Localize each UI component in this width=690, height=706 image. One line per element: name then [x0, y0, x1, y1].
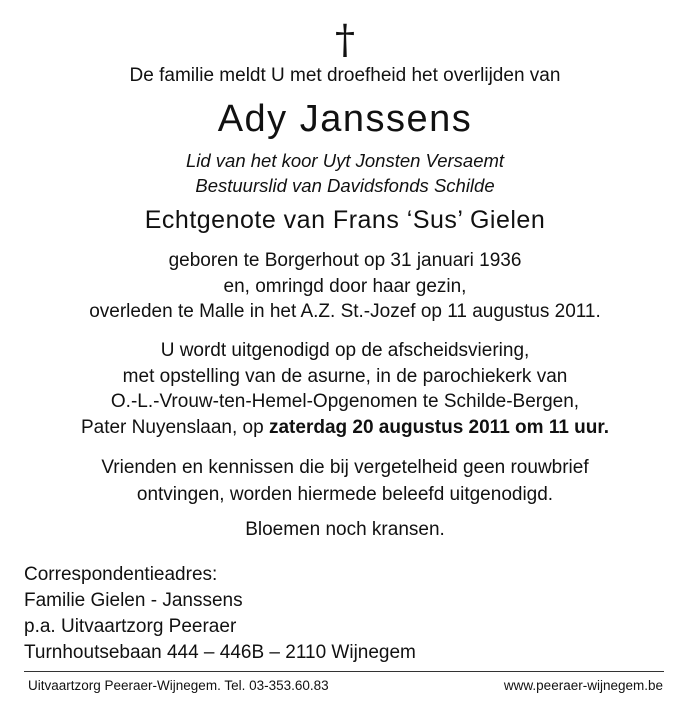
footer-website: www.peeraer-wijnegem.be [503, 678, 663, 693]
invitation-block [0, 338, 690, 440]
invitation-line: O.-L.-Vrouw-ten-Hemel-Opgenomen te Schilde-Bergen, [110, 391, 580, 412]
friends-line: ontvingen, worden hiermede beleefd uitgenodigd. [136, 484, 554, 505]
ceremony-datetime: zaterdag 20 augustus 2011 om 11 uur. [268, 416, 610, 438]
biography-line: geboren te Borgerhout op 31 januari 1936 [168, 250, 522, 271]
invitation-location: Pater Nuyenslaan, op [80, 416, 269, 438]
address-line: p.a. Uitvaartzorg Peeraer [24, 616, 237, 637]
invitation-line: met opstelling van de asurne, in de parochiekerk van [122, 365, 568, 387]
role-line: Lid van het koor Uyt Jonsten Versaemt [185, 150, 505, 171]
roles-block [0, 148, 690, 198]
footer-divider [24, 671, 664, 672]
flowers-notice: Bloemen noch kransen. [245, 519, 445, 540]
biography-block [0, 248, 690, 325]
invitation-line-final [0, 415, 690, 441]
address-line: Turnhoutsebaan 444 – 446B – 2110 Wijnegem [24, 642, 416, 663]
cross-icon: † [335, 17, 355, 63]
spouse-line: Echtgenote van Frans ‘Sus’ Gielen [144, 206, 546, 234]
address-line: Correspondentieadres: [24, 564, 218, 585]
correspondence-address [24, 562, 416, 666]
invitation-line: U wordt uitgenodigd op de afscheidsviering, [160, 340, 530, 361]
footer-contact: Uitvaartzorg Peeraer-Wijnegem. Tel. 03-353.60.83 [28, 678, 329, 693]
biography-line: en, omringd door haar gezin, [223, 275, 467, 297]
intro-text: De familie meldt U met droefheid het overlijden van [129, 65, 561, 86]
biography-line: overleden te Malle in het A.Z. St.-Jozef op 11 augustus 2011. [89, 301, 601, 322]
friends-block [0, 454, 690, 508]
address-line: Familie Gielen - Janssens [24, 590, 243, 611]
role-line: Bestuurslid van Davidsfonds Schilde [195, 175, 495, 196]
deceased-name: Ady Janssens [217, 98, 473, 140]
friends-line: Vrienden en kennissen die bij vergetelheid geen rouwbrief [101, 457, 589, 478]
